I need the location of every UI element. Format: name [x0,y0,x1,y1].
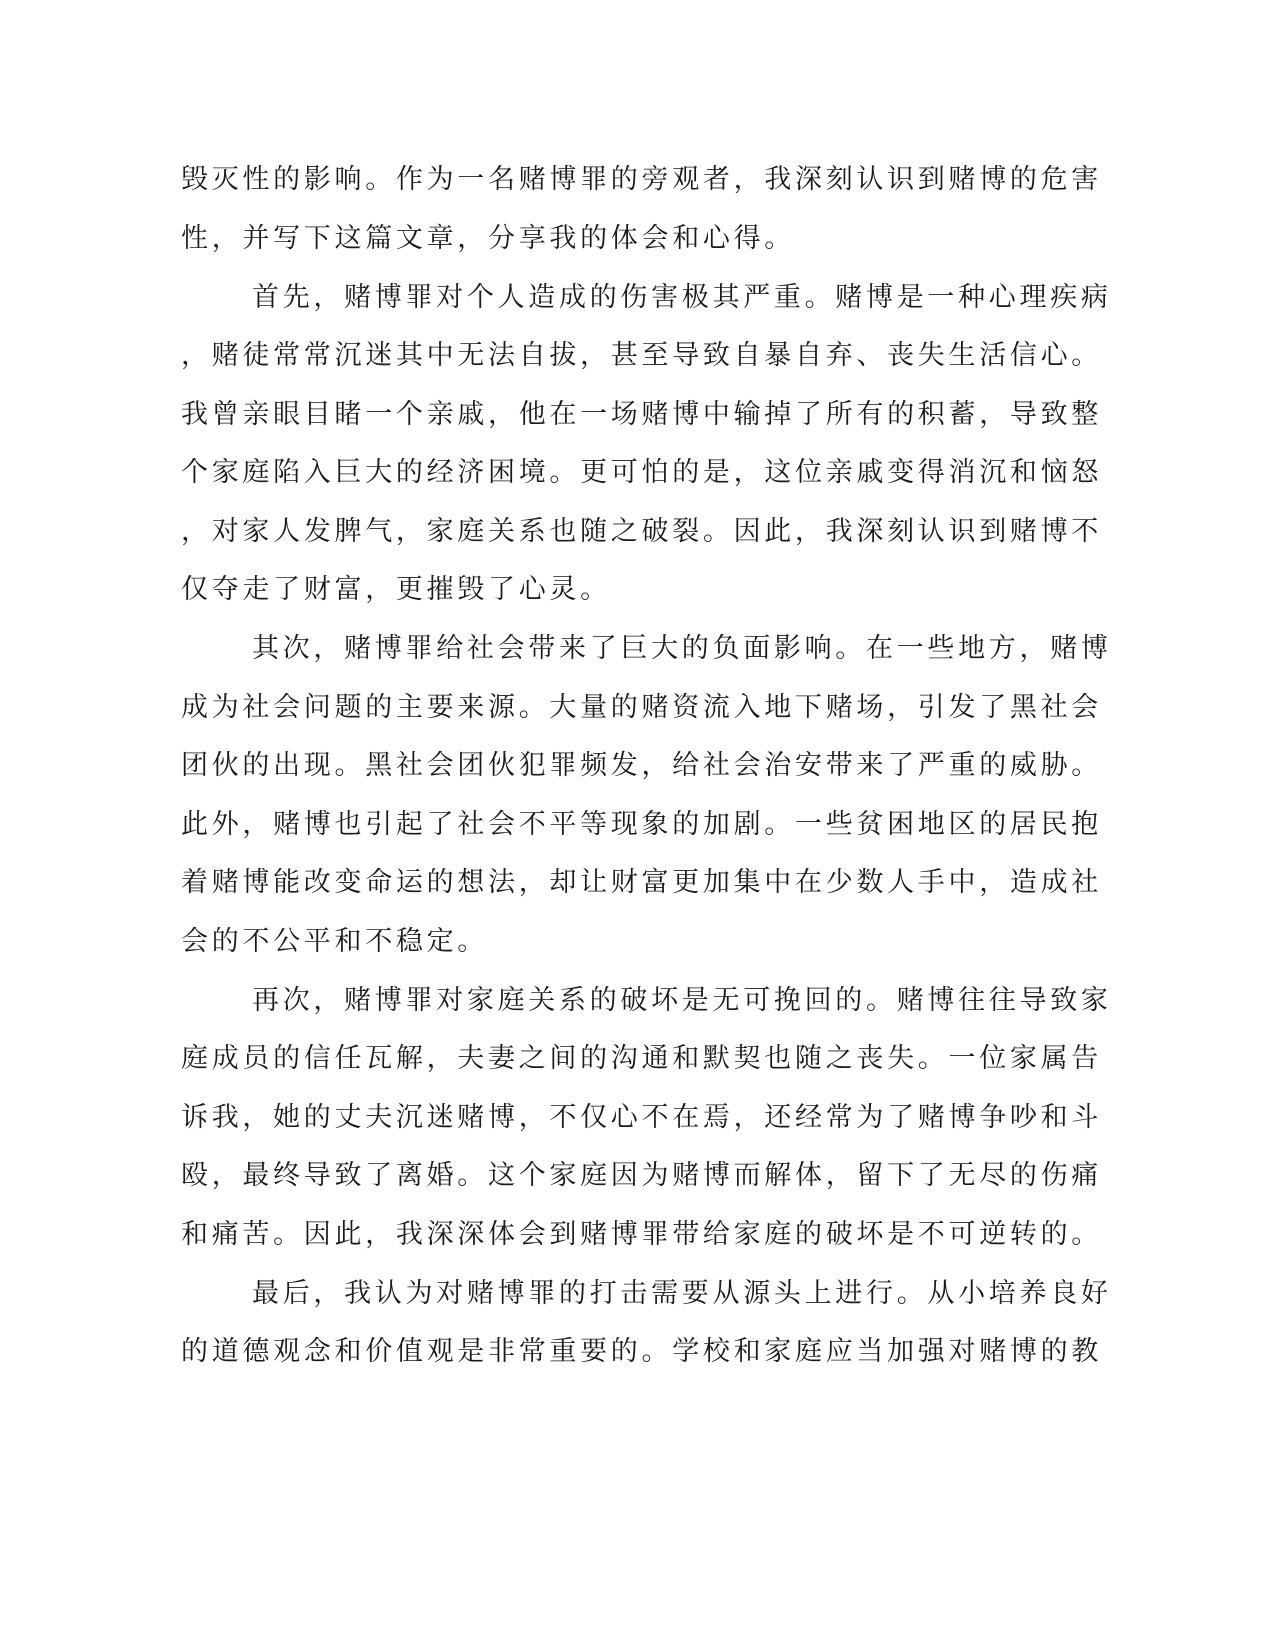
text-line: ，对家人发脾气，家庭关系也随之破裂。因此，我深刻认识到赌博不 [181,516,1102,547]
text-line: 庭成员的信任瓦解，夫妻之间的沟通和默契也随之丧失。一位家属告 [181,1043,1102,1074]
text-line: 此外，赌博也引起了社会不平等现象的加剧。一些贫困地区的居民抱 [181,809,1102,840]
text-line: 我曾亲眼目睹一个亲戚，他在一场赌博中输掉了所有的积蓄，导致整 [181,399,1102,430]
text-line: 的道德观念和价值观是非常重要的。学校和家庭应当加强对赌博的教 [181,1336,1102,1367]
text-line: 仅夺走了财富，更摧毁了心灵。 [181,574,611,605]
text-line: 会的不公平和不稳定。 [181,926,488,957]
paragraph-start-line: 最后，我认为对赌博罪的打击需要从源头上进行。从小培养良好 [252,1278,1112,1309]
text-line: 毁灭性的影响。作为一名赌博罪的旁观者，我深刻认识到赌博的危害 [181,164,1102,195]
text-line: 性，并写下这篇文章，分享我的体会和心得。 [181,223,795,254]
paragraph-start-line: 其次，赌博罪给社会带来了巨大的负面影响。在一些地方，赌博 [252,633,1112,664]
paragraph-start-line: 再次，赌博罪对家庭关系的破坏是无可挽回的。赌博往往导致家 [252,985,1112,1016]
text-line: 和痛苦。因此，我深深体会到赌博罪带给家庭的破坏是不可逆转的。 [181,1219,1102,1250]
text-line: 着赌博能改变命运的想法，却让财富更加集中在少数人手中，造成社 [181,867,1102,898]
text-line: ，赌徒常常沉迷其中无法自拔，甚至导致自暴自弃、丧失生活信心。 [181,340,1102,371]
text-line: 诉我，她的丈夫沉迷赌博，不仅心不在焉，还经常为了赌博争吵和斗 [181,1102,1102,1133]
paragraph-start-line: 首先，赌博罪对个人造成的伤害极其严重。赌博是一种心理疾病 [252,282,1112,313]
text-line: 团伙的出现。黑社会团伙犯罪频发，给社会治安带来了严重的威胁。 [181,750,1102,781]
text-line: 成为社会问题的主要来源。大量的赌资流入地下赌场，引发了黑社会 [181,692,1102,723]
text-line: 殴，最终导致了离婚。这个家庭因为赌博而解体，留下了无尽的伤痛 [181,1160,1102,1191]
text-line: 个家庭陷入巨大的经济困境。更可怕的是，这位亲戚变得消沉和恼怒 [181,457,1102,488]
